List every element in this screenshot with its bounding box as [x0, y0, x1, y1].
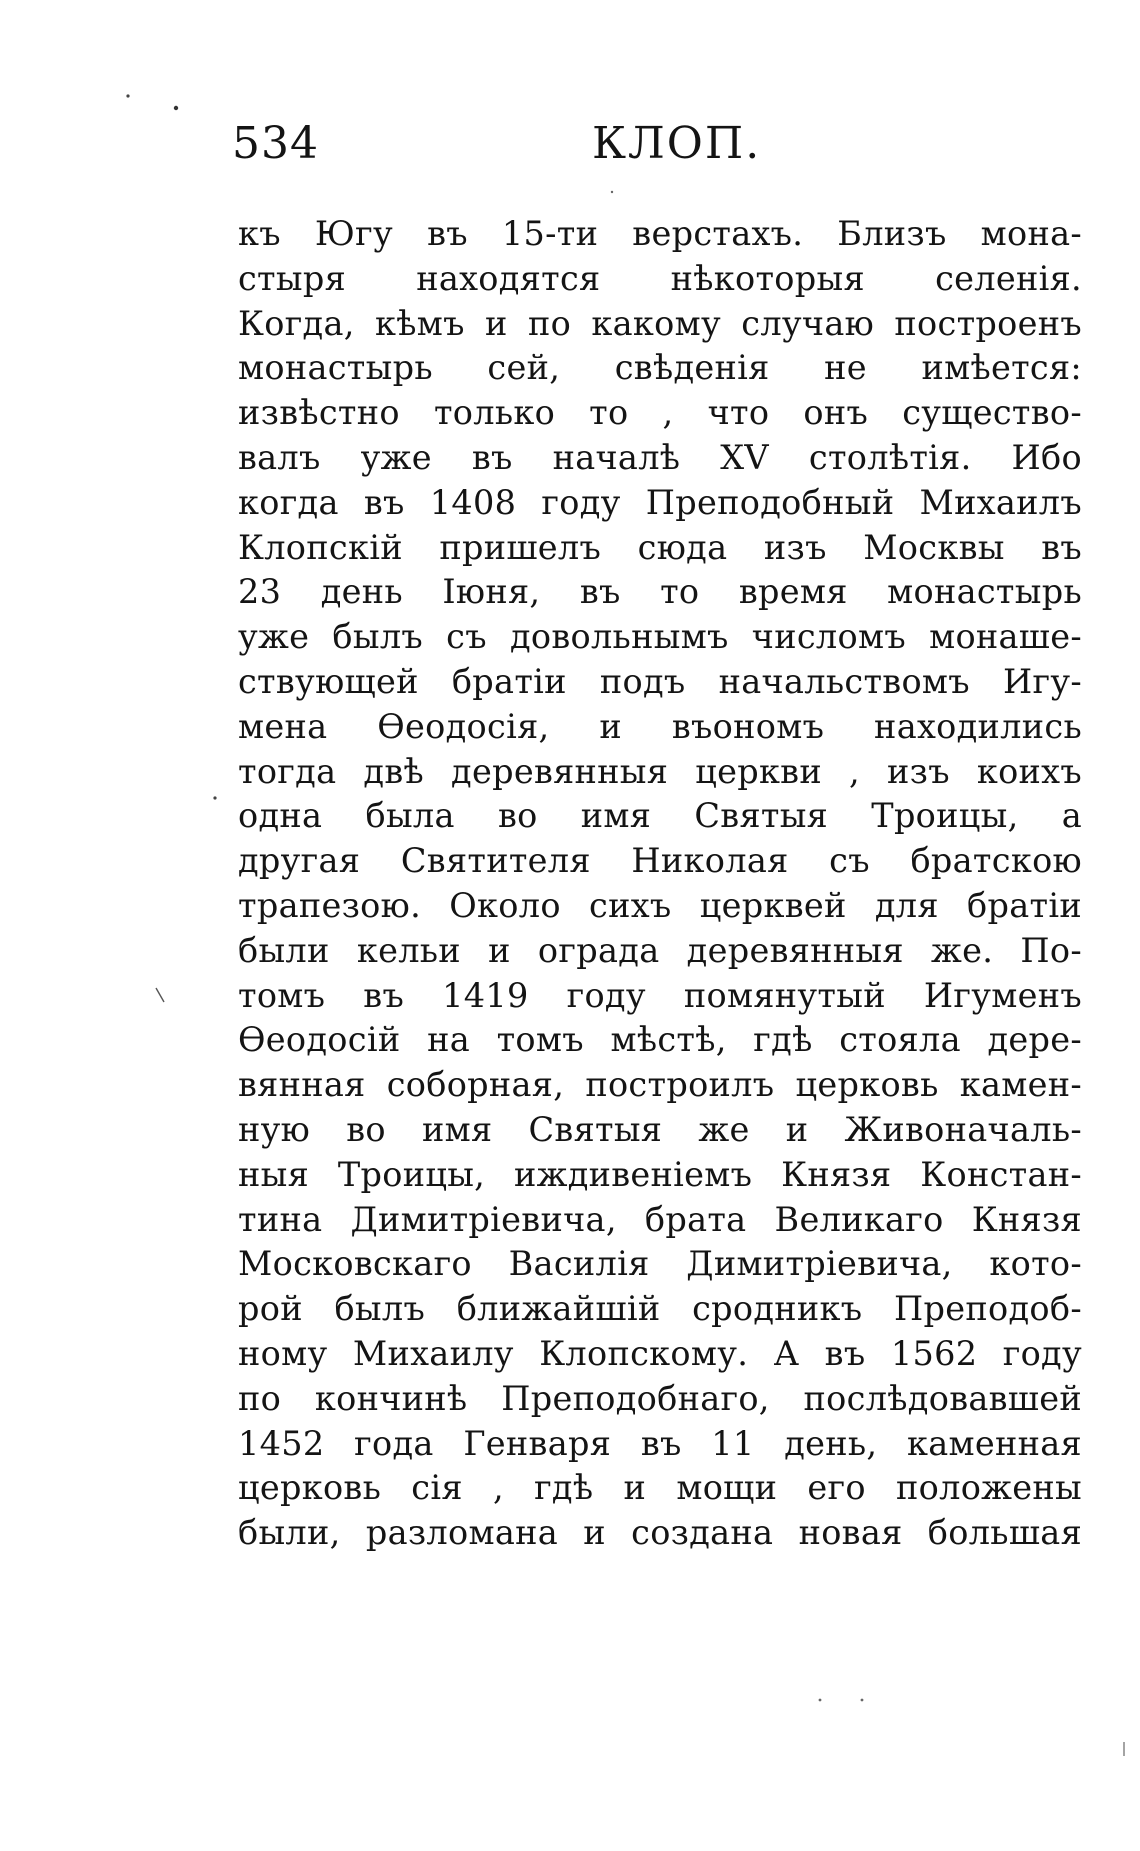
text-line: ному Михаилу Клопскому. А въ 1562 году — [238, 1333, 1082, 1373]
text-line: Клопскій пришелъ сюда изъ Москвы въ — [238, 527, 1082, 567]
text-line: церковь сія , гдѣ и мощи его положены — [238, 1468, 1082, 1508]
text-line: были кельи и ограда деревянныя же. По- — [238, 930, 1082, 970]
text-line: къ Югу въ 15-ти верстахъ. Близъ мона- — [238, 214, 1082, 253]
text-line: одна была во имя Святыя Троицы, а — [238, 796, 1082, 836]
speck — [156, 988, 164, 1002]
body-text — [238, 212, 1082, 1556]
text-line: тогда двѣ деревянныя церкви , изъ коихъ — [238, 751, 1082, 791]
text-line: извѣстно только то , что онъ существо- — [238, 393, 1082, 433]
text-line: Когда, кѣмъ и по какому случаю построенъ — [238, 303, 1082, 343]
text-line: стыря находятся нѣкоторыя селенія. — [238, 258, 1082, 298]
text-line: рой былъ ближайшій сродникъ Преподоб- — [238, 1289, 1082, 1329]
speck — [126, 94, 129, 97]
text-line: Ѳеодосій на томъ мѣстѣ, гдѣ стояла дере- — [238, 1020, 1082, 1060]
speck — [819, 1699, 822, 1702]
page-number: 534 — [232, 118, 319, 169]
text-line: монастырь сей, свѣденія не имѣется: — [238, 348, 1082, 388]
text-line: вянная соборная, построилъ церковь камен- — [238, 1065, 1082, 1105]
text-line: тина Димитріевича, брата Великаго Князя — [238, 1199, 1082, 1239]
text-line: когда въ 1408 году Преподобный Михаилъ — [238, 482, 1082, 522]
text-line: Московскаго Василія Димитріевича, кото- — [238, 1244, 1082, 1284]
text-line: были, разломана и создана новая большая — [238, 1513, 1082, 1553]
text-line: ныя Троицы, иждивеніемъ Князя Констан- — [238, 1154, 1082, 1194]
text-line: трапезою. Около сихъ церквей для братіи — [238, 885, 1082, 925]
running-head — [232, 118, 1090, 178]
speck — [611, 191, 613, 193]
text-line: томъ въ 1419 году помянутый Игуменъ — [238, 975, 1082, 1015]
text-line: уже былъ съ довольнымъ числомъ монаше- — [238, 617, 1082, 657]
text-line: валъ уже въ началѣ XV столѣтія. Ибо — [238, 437, 1082, 477]
text-line: другая Святителя Николая съ братскою — [238, 841, 1082, 881]
text-line: по кончинѣ Преподобнаго, послѣдовавшей — [238, 1378, 1082, 1418]
speck — [861, 1699, 864, 1702]
text-line: ную во имя Святыя же и Живоначаль- — [238, 1109, 1082, 1149]
text-line: мена Ѳеодосія, и въономъ находились — [238, 706, 1082, 746]
speck — [174, 106, 178, 110]
speck — [213, 796, 216, 799]
running-title: КЛОП. — [592, 118, 762, 169]
text-line: ствующей братіи подъ начальствомъ Игу- — [238, 661, 1082, 701]
text-line: 23 день Іюня, въ то время монастырь — [238, 572, 1082, 612]
text-line: 1452 года Генваря въ 11 день, каменная — [238, 1423, 1082, 1463]
